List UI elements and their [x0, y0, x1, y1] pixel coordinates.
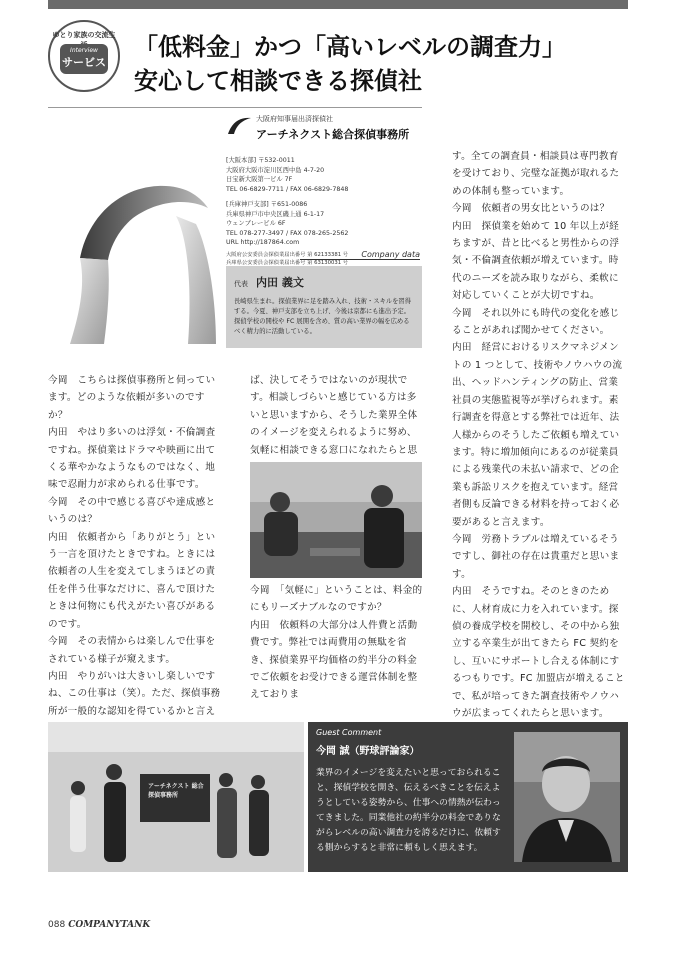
- company-logo-graphic: [48, 108, 218, 348]
- kobe-address-1: 兵庫県神戸市中央区磯上通 6-1-17: [226, 210, 325, 218]
- paragraph: 内田 そうですね。そのときのために、人材育成に力を入れています。探偵の養成学校を開校し、その中から独立する卒業生が出てきたら FC 契約をし、互いにサポートし合える体制にするつもりです。FC 加盟店が増えることで、私が培ってきた調査技術やノウハウが広まってくれたらと思います。: [452, 586, 625, 719]
- company-info: [226, 114, 422, 267]
- paragraph: 今岡 それ以外にも時代の変化を感じることがあれば聞かせてください。: [452, 307, 620, 337]
- guest-comment-text: 業界のイメージを変えたいと思っておられること、探偵学校を開き、伝えるべきことを伝えようとしている姿勢から、仕事への情熱が伝わってきました。同業他社の約半分の料金でありながらレベルの高い調査力を誇るだけに、依頼する側からすると非常に頼もしく思えます。: [316, 768, 501, 853]
- article-column-2-top: [250, 372, 424, 476]
- rep-name: 内田 義文: [256, 276, 304, 289]
- guest-portrait-image: [514, 732, 620, 862]
- paragraph: ば、決してそうではないのが現状です。相談しづらいと感じている方は多いと思いますから、そうした業界全体のイメージを変えられるように努め、気軽に相談できる窓口になれたらと思: [250, 375, 418, 456]
- article-column-2-bottom: [250, 582, 424, 704]
- paragraph: 今岡 その中で感じる喜びや達成感というのは？: [48, 496, 216, 526]
- top-bar: [48, 0, 628, 9]
- badge-jp-label: サービス: [62, 56, 106, 69]
- paragraph: 内田 依頼者から「ありがとう」という一言を頂けたときですね。ときには依頼者の人生を変えてしまうほどの責任を伴う仕事なだけに、喜んで頂けたときは何物にも代えがたい喜びがあるのです。: [48, 531, 216, 630]
- group-photo: [48, 722, 304, 872]
- rep-label: 代表: [234, 280, 248, 288]
- paragraph: 今岡 こちらは探偵事務所と伺っています。どのような依頼が多いのですか？: [48, 375, 216, 421]
- hq-tel: TEL 06-6829-7711 / FAX 06-6829-7848: [226, 185, 349, 193]
- license-1: 大阪府公安委員会探偵業届出番号 第 62133381 号: [226, 251, 349, 258]
- badge-en-label: Interview: [70, 47, 98, 54]
- interview-photo-image: [250, 462, 422, 578]
- paragraph: 内田 やりがいは大きいし楽しいですね、この仕事は（笑）。ただ、探偵事務所が一般的な認知を得ているかと言え: [48, 670, 221, 717]
- company-name: アーチネクスト総合探偵事務所: [256, 128, 410, 141]
- interview-photo: [250, 462, 422, 578]
- paragraph: 今岡 その表情からは楽しんで仕事をされている様子が窺えます。: [48, 636, 216, 665]
- hq-address-2: 日宝新大阪第一ビル 7F: [226, 176, 293, 183]
- paragraph: 今岡 「気軽に」ということは、料金的にもリーズナブルなのですか？: [250, 585, 423, 614]
- article-column-1: [48, 372, 224, 720]
- page-number: 088: [48, 920, 66, 930]
- guest-comment-label: Guest Comment: [316, 728, 382, 737]
- company-url: URL http://187864.com: [226, 239, 300, 246]
- headline-line-1: 「低料金」かつ「高いレベルの調査力」: [134, 32, 566, 61]
- kobe-address-2: ウェンブレービル 6F: [226, 220, 286, 227]
- badge-ring-text: ゆとり家族の交流生: [52, 31, 116, 39]
- paragraph: 内田 探偵業を始めて 10 年以上が経ちますが、昔と比べると男性からの浮気・不倫調査依頼が増えています。時代のニーズを読み取りながら、柔軟に対応していくことが大切ですね。: [452, 220, 620, 302]
- paragraph: 今岡 依頼者の男女比というのは？: [452, 203, 610, 215]
- representative-box: [226, 266, 422, 348]
- paragraph: 内田 依頼料の大部分は人件費と活動費です。弊社では両費用の無駄を省き、探偵業界平均価格の約半分の料金でご依頼をお受けできる運営体制を整えておりま: [250, 619, 418, 701]
- hq-label: [大阪本部] 〒532-0011: [226, 157, 295, 164]
- rep-description: 長崎県生まれ。探偵業界に足を踏み入れ、技術・スキルを習得する。今夏、神戸支部を立ち上げ、今後は京都にも進出予定。探偵学校の開校や FC 展開を含め、質の高い業界の幅を広めるべく精力的に活動している。: [234, 298, 412, 335]
- kobe-address-block: [226, 200, 422, 248]
- page-headline: [134, 30, 614, 98]
- company-subtitle: 大阪府知事届出済探偵社: [256, 115, 333, 123]
- guest-name: 今岡 誠（野球評論家）: [316, 746, 420, 757]
- footer-brand: COMPANYTANK: [68, 920, 151, 930]
- interview-badge: [48, 20, 120, 92]
- hq-address-1: 大阪府大阪市淀川区西中島 4-7-20: [226, 166, 325, 174]
- representative-title: [234, 274, 414, 290]
- kobe-label: [兵庫神戸支部] 〒651-0086: [226, 201, 308, 208]
- paragraph: 内田 経営におけるリスクマネジメントの 1 つとして、技術やノウハウの流出、ヘッドハンティングの防止、営業社員の実態監視等が挙げられます。素行調査を得意とする弊社では近年、法人様からのそうしたご依頼も増えています。特に増加傾向にあるのが従業員による残業代の未払い請求で、どの企業も訴訟リスクを抱えています。経営者側も反論できる材料を持っておく必要があると言えます。: [452, 342, 623, 528]
- paragraph: 今岡 労務トラブルは増えているそうですし、御社の存在は貴重だと思います。: [452, 533, 620, 580]
- paragraph: 内田 やはり多いのは浮気・不倫調査ですね。探偵業はドラマや映画に出てくる華やかなようなものではなく、地味で忍耐力が求められる仕事です。: [48, 427, 216, 491]
- page-footer: [48, 920, 150, 930]
- license-2: 兵庫県公安委員会探偵業届出番号 第 63130031 号: [226, 259, 349, 266]
- article-column-3: [452, 148, 628, 722]
- company-data-box: [48, 107, 422, 347]
- headline-line-2: 安心して相談できる探偵社: [134, 66, 422, 95]
- kobe-tel: TEL 078-277-3497 / FAX 078-265-2562: [226, 229, 349, 237]
- small-logo-icon: [226, 114, 252, 136]
- paragraph: す。全ての調査員・相談員は専門教育を受けており、完璧な証拠が取れるための体制も整っています。: [452, 151, 620, 197]
- photo-sign-text: アーチネクスト 総合探偵事務所: [148, 783, 204, 799]
- guest-comment-box: [308, 722, 628, 872]
- hq-address-block: [226, 156, 422, 194]
- arch-logo-icon: [48, 108, 218, 348]
- guest-photo: [514, 732, 620, 862]
- company-data-label: Company data: [300, 250, 420, 260]
- badge-inner: [60, 44, 108, 74]
